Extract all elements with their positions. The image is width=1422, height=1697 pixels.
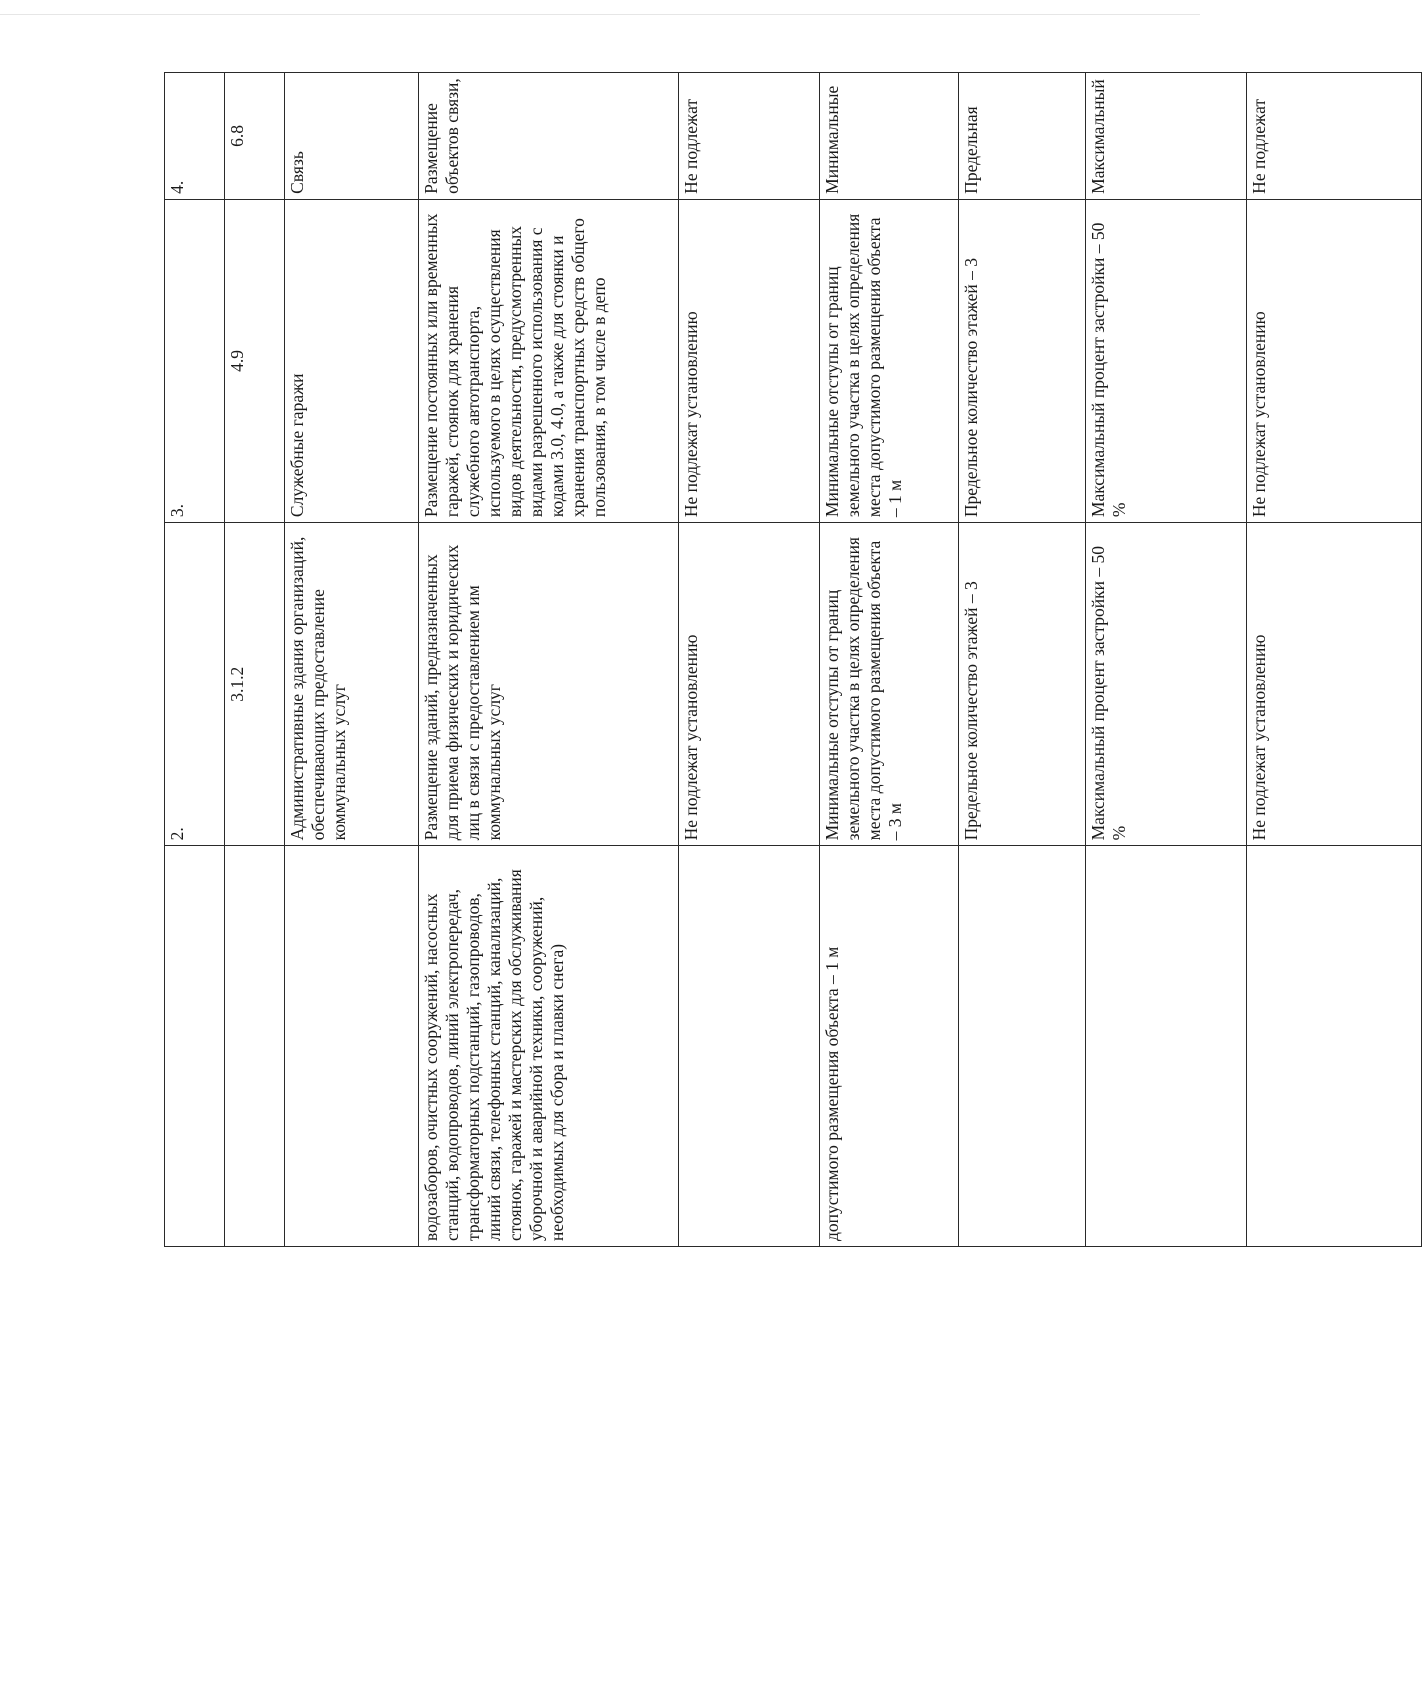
- cell-coverage-3: Максимальный процент застройки – 50 %: [1086, 199, 1247, 522]
- cell-setbacks-3: Минимальные отступы от границ земельного участка в целях определения места допустимого размещения объекта – 1 м: [820, 199, 959, 522]
- cell-floors-2: Предельное количество этажей – 3: [959, 523, 1086, 846]
- cell-name-3: Служебные гаражи: [285, 199, 419, 522]
- table-row-name: [285, 73, 419, 1247]
- cell-num-4: 4.: [165, 73, 225, 200]
- cell-floors-1: [959, 846, 1086, 1247]
- rotated-table-wrapper: [164, 72, 1269, 1247]
- table-row-coverage: [1086, 73, 1247, 1247]
- table-row-floors: [959, 73, 1086, 1247]
- cell-code-3: 4.9: [225, 199, 285, 522]
- cell-coverage-2: Максимальный процент застройки – 50 %: [1086, 523, 1247, 846]
- cell-description-4: Размещение объектов связи,: [419, 73, 679, 200]
- land-use-regulations-table: [164, 72, 1422, 1247]
- cell-num-1: [165, 846, 225, 1247]
- cell-num-3: 3.: [165, 199, 225, 522]
- cell-floors-4: Предельная: [959, 73, 1086, 200]
- cell-area-1: [679, 846, 820, 1247]
- table-row-num: [165, 73, 225, 1247]
- cell-area-4: Не подлежат: [679, 73, 820, 200]
- cell-floors-3: Предельное количество этажей – 3: [959, 199, 1086, 522]
- cell-other-4: Не подлежат: [1247, 73, 1422, 200]
- cell-num-2: 2.: [165, 523, 225, 846]
- cell-other-3: Не подлежат установлению: [1247, 199, 1422, 522]
- table-row-other: [1247, 73, 1422, 1247]
- cell-area-2: Не подлежат установлению: [679, 523, 820, 846]
- cell-code-4: 6.8: [225, 73, 285, 200]
- cell-name-2: Административные здания организаций, обеспечивающих предоставление коммунальных услуг: [285, 523, 419, 846]
- cell-area-3: Не подлежат установлению: [679, 199, 820, 522]
- cell-code-2: 3.1.2: [225, 523, 285, 846]
- cell-name-4: Связь: [285, 73, 419, 200]
- table-row-description: [419, 73, 679, 1247]
- scan-edge-line: [0, 14, 1200, 15]
- cell-setbacks-4: Минимальные: [820, 73, 959, 200]
- table-row-setbacks: [820, 73, 959, 1247]
- cell-description-3: Размещение постоянных или временных гаражей, стоянок для хранения служебного автотранспорта, используемого в целях осуществления видов деятельности, предусмотренных видами разрешенного использования с кодами 3.0, 4.0, а также для стоянки и хранения транспортных средств общего пользования, в том числе в депо: [419, 199, 679, 522]
- cell-other-1: [1247, 846, 1422, 1247]
- table-row-area: [679, 73, 820, 1247]
- cell-name-1: [285, 846, 419, 1247]
- cell-setbacks-2: Минимальные отступы от границ земельного участка в целях определения места допустимого размещения объекта – 3 м: [820, 523, 959, 846]
- cell-setbacks-1: допустимого размещения объекта – 1 м: [820, 846, 959, 1247]
- cell-other-2: Не подлежат установлению: [1247, 523, 1422, 846]
- cell-coverage-4: Максимальный: [1086, 73, 1247, 200]
- cell-code-1: [225, 846, 285, 1247]
- cell-coverage-1: [1086, 846, 1247, 1247]
- cell-description-1: водозаборов, очистных сооружений, насосных станций, водопроводов, линий электропередач, трансформаторных подстанций, газопроводов, линий связи, телефонных станций, канализаций, стоянок, гаражей и мастерских для обслуживания уборочной и аварийной техники, сооружений, необходимых для сбора и плавки снега): [419, 846, 679, 1247]
- table-row-code: [225, 73, 285, 1247]
- cell-description-2: Размещение зданий, предназначенных для приема физических и юридических лиц в связи с предоставлением им коммунальных услуг: [419, 523, 679, 846]
